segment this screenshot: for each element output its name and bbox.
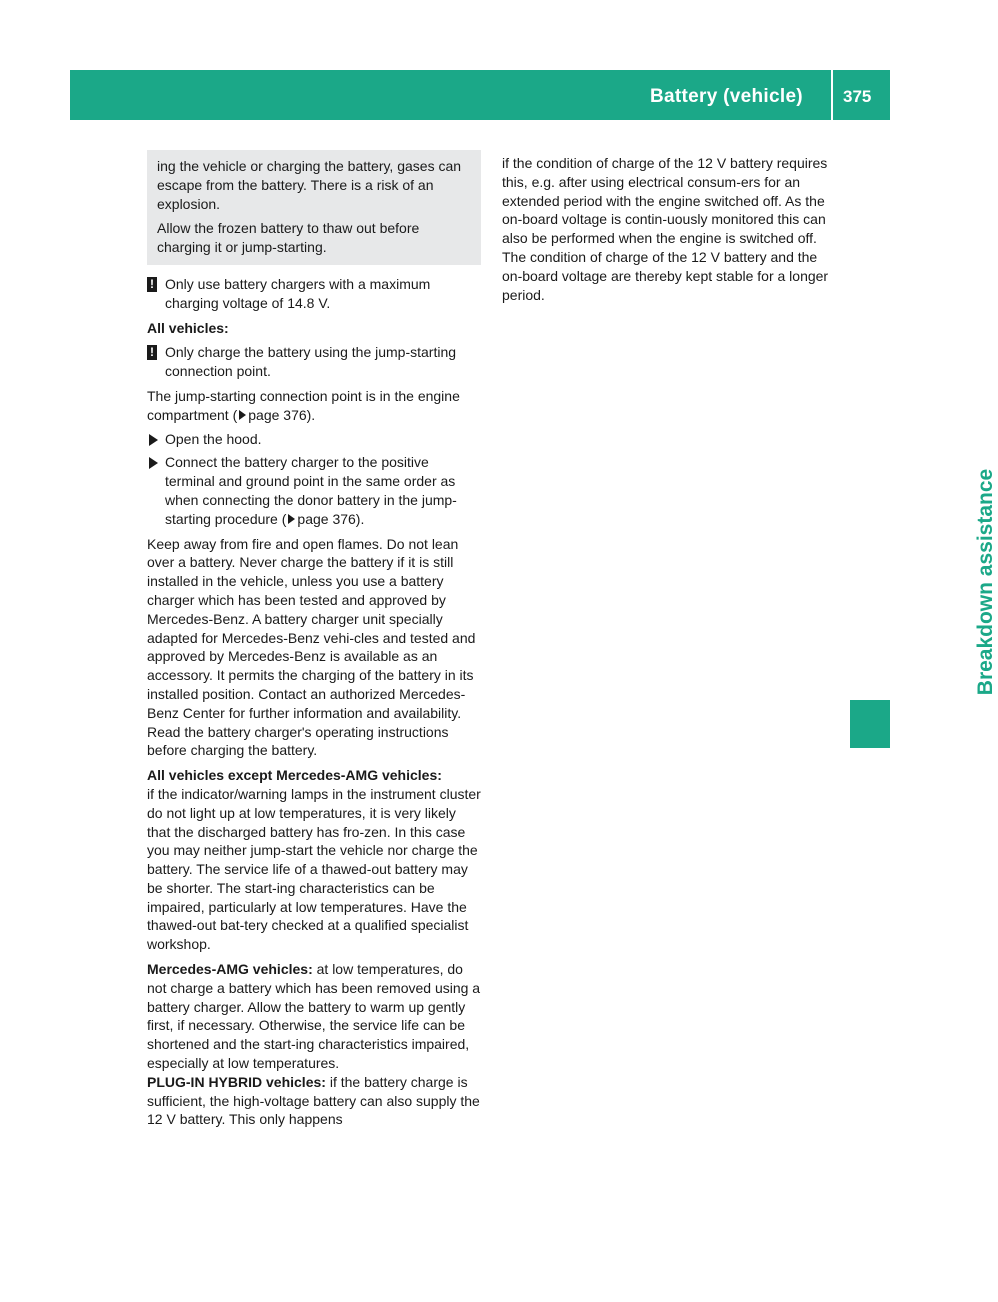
page-reference-link[interactable]: page 376). xyxy=(248,406,316,423)
except-amg-heading: All vehicles except Mercedes-AMG vehicles: xyxy=(147,767,442,784)
section-tab-marker xyxy=(850,700,890,748)
page-title: Battery (vehicle) xyxy=(650,86,803,107)
notice-jump-start-point xyxy=(147,343,481,381)
triangle-arrow-icon xyxy=(149,457,158,469)
connection-point-text: The jump-starting connection point is in the engine compartment ( xyxy=(147,387,460,423)
step-connect-charger-text: Connect the battery charger to the positive terminal and ground point in the same order as when connecting the donor battery in the jump-starting procedure ( xyxy=(165,454,457,527)
page-number: 375 xyxy=(843,87,872,106)
step-connect-charger xyxy=(147,453,481,528)
amg-heading: Mercedes-AMG vehicles: xyxy=(147,961,313,978)
warning-box xyxy=(147,150,481,265)
amg-text: at low temperatures, do not charge a battery which has been removed using a battery charger. Allow the battery to warm up gently first, if necessary. Otherwise, the service life can be shortened and the start-ing characteristics impaired, especially at low temperatures. xyxy=(147,961,481,1072)
exclamation-icon: ! xyxy=(147,277,157,292)
notice-voltage-text: Only use battery chargers with a maximum charging voltage of 14.8 V. xyxy=(165,275,431,311)
connection-point-paragraph xyxy=(147,387,481,425)
triangle-arrow-icon xyxy=(149,434,158,446)
header-divider xyxy=(831,70,833,120)
keep-away-paragraph: Keep away from fire and open flames. Do not lean over a battery. Never charge the battery if it is still installed in the vehicle, unless you use a battery charger which has been tested and approved by Mercedes-Benz. A battery charger unit specially adapted for Mercedes-Benz vehi-cles and tested and approved by Mercedes-Benz is available as an accessory. It permits the charging of the battery in its installed position. Contact an authorized Mercedes-Benz Center for further information and availability. Read the battery charger's operating instructions before charging the battery. xyxy=(147,535,476,759)
step-open-hood-text: Open the hood. xyxy=(165,430,262,447)
page-reference-link[interactable]: page 376). xyxy=(297,510,365,527)
right-column xyxy=(502,154,838,304)
page-reference-triangle-icon xyxy=(239,410,246,420)
notice-voltage xyxy=(147,275,481,313)
continuation-paragraph: if the condition of charge of the 12 V battery requires this, e.g. after using electrical consum-ers for an extended period with the engine switched off. As the on-board voltage is contin-uously monitored this can also be performed when the engine is switched off. The condition of charge of the 12 V battery and the on-board voltage are thereby kept stable for a longer period. xyxy=(502,155,829,303)
page-reference-triangle-icon xyxy=(288,514,295,524)
except-amg-paragraph: if the indicator/warning lamps in the instrument cluster do not light up at low temperatures, it is very likely that the discharged battery has fro-zen. In this case you may neither jump-start the vehicle nor charge the battery. The service life of a thawed-out battery may be shorter. The start-ing characteristics can be impaired, particularly at low temperatures. Have the thawed-out bat-tery checked at a qualified specialist workshop. xyxy=(147,785,481,953)
left-column xyxy=(147,150,481,1129)
warning-text-1: ing the vehicle or charging the battery, gases can escape from the battery. There is a risk of an explosion. xyxy=(157,158,462,212)
hybrid-text: if the battery charge is sufficient, the high-voltage battery can also supply the 12 V battery. This only happens xyxy=(147,1073,480,1128)
step-open-hood xyxy=(147,430,481,449)
all-vehicles-heading: All vehicles: xyxy=(147,319,229,336)
warning-text-2: Allow the frozen battery to thaw out before charging it or jump-starting. xyxy=(157,220,420,256)
hybrid-paragraph xyxy=(147,1073,481,1129)
section-tab-label: Breakdown assistance xyxy=(974,468,997,696)
amg-paragraph xyxy=(147,960,481,1073)
hybrid-heading: PLUG-IN HYBRID vehicles: xyxy=(147,1073,326,1090)
exclamation-icon: ! xyxy=(147,345,157,360)
notice-jump-start-text: Only charge the battery using the jump-starting connection point. xyxy=(165,344,457,380)
